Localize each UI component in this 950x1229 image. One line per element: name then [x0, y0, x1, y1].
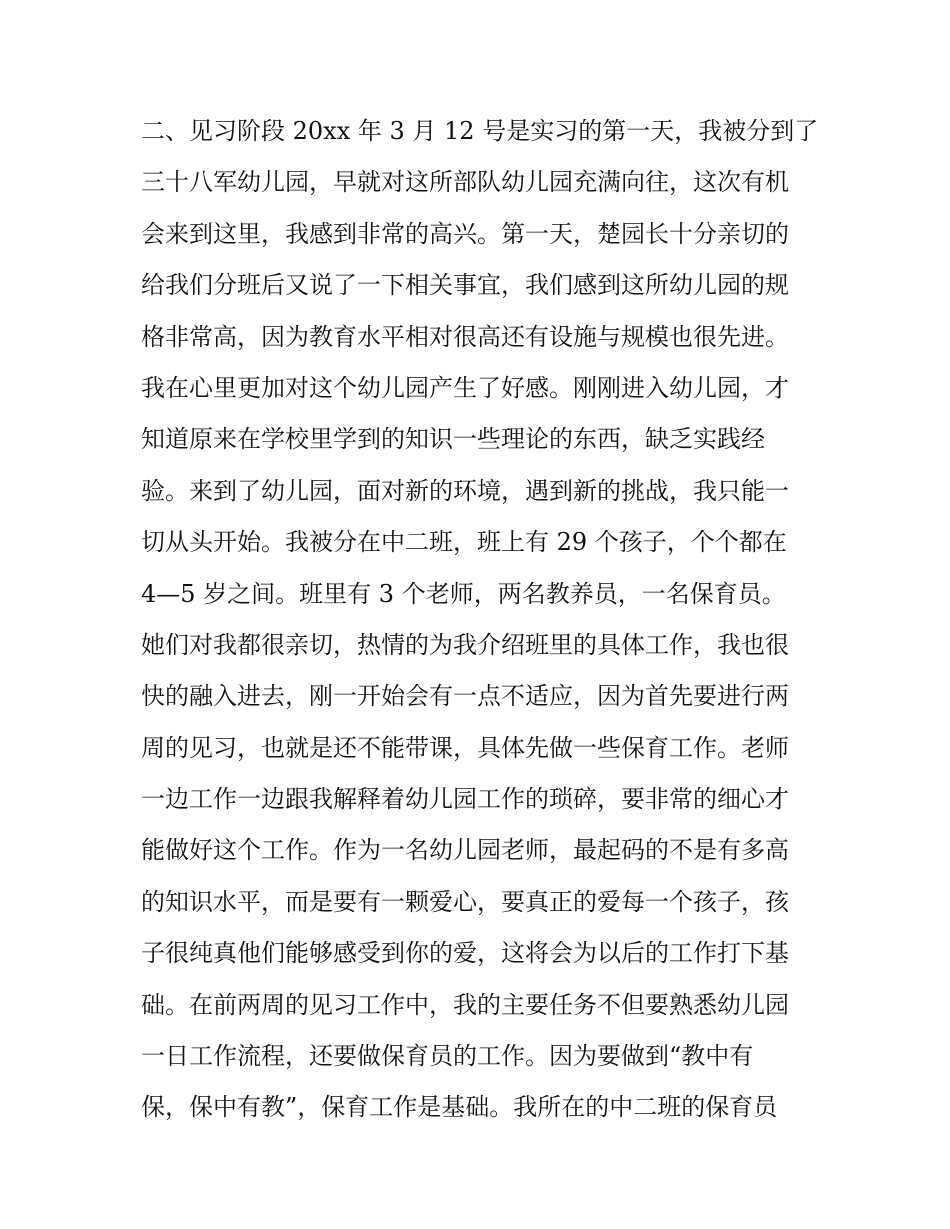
text-line: 快的融入进去，刚一开始会有一点不适应，因为首先要进行两 [141, 682, 789, 711]
text-line: 4—5 岁之间。班里有 3 个老师，两名教养员，一名保育员。 [141, 579, 786, 608]
text-line: 给我们分班后又说了一下相关事宜，我们感到这所幼儿园的规 [141, 271, 789, 300]
text-line: 一边工作一边跟我解释着幼儿园工作的琐碎，要非常的细心才 [141, 785, 789, 814]
text-line: 二、见习阶段 20xx 年 3 月 12 号是实习的第一天，我被分到了 [141, 117, 819, 145]
body-paragraph [141, 106, 831, 1134]
text-line: 验。来到了幼儿园，面对新的环境，遇到新的挑战，我只能一 [141, 476, 789, 505]
text-line: 格非常高，因为教育水平相对很高还有设施与规模也很先进。 [141, 322, 789, 351]
text-line: 切从头开始。我被分在中二班，班上有 29 个孩子，个个都在 [141, 528, 787, 557]
text-line: 保，保中有教”，保育工作是基础。我所在的中二班的保育员 [141, 1093, 778, 1122]
text-line: 周的见习，也就是还不能带课，具体先做一些保育工作。老师 [141, 733, 789, 762]
text-line: 子很纯真他们能够感受到你的爱，这将会为以后的工作打下基 [141, 939, 789, 968]
text-line: 会来到这里，我感到非常的高兴。第一天，楚园长十分亲切的 [141, 219, 789, 248]
text-line: 的知识水平，而是要有一颗爱心，要真正的爱每一个孩子，孩 [141, 887, 789, 916]
text-line: 础。在前两周的见习工作中，我的主要任务不但要熟悉幼儿园 [141, 990, 789, 1019]
text-line: 知道原来在学校里学到的知识一些理论的东西，缺乏实践经 [141, 425, 765, 454]
text-line: 我在心里更加对这个幼儿园产生了好感。刚刚进入幼儿园，才 [141, 373, 789, 402]
text-line: 能做好这个工作。作为一名幼儿园老师，最起码的不是有多高 [141, 836, 789, 865]
text-line: 三十八军幼儿园，早就对这所部队幼儿园充满向往，这次有机 [141, 168, 789, 197]
text-line: 她们对我都很亲切，热情的为我介绍班里的具体工作，我也很 [141, 630, 789, 659]
text-line: 一日工作流程，还要做保育员的工作。因为要做到“教中有 [141, 1042, 754, 1071]
